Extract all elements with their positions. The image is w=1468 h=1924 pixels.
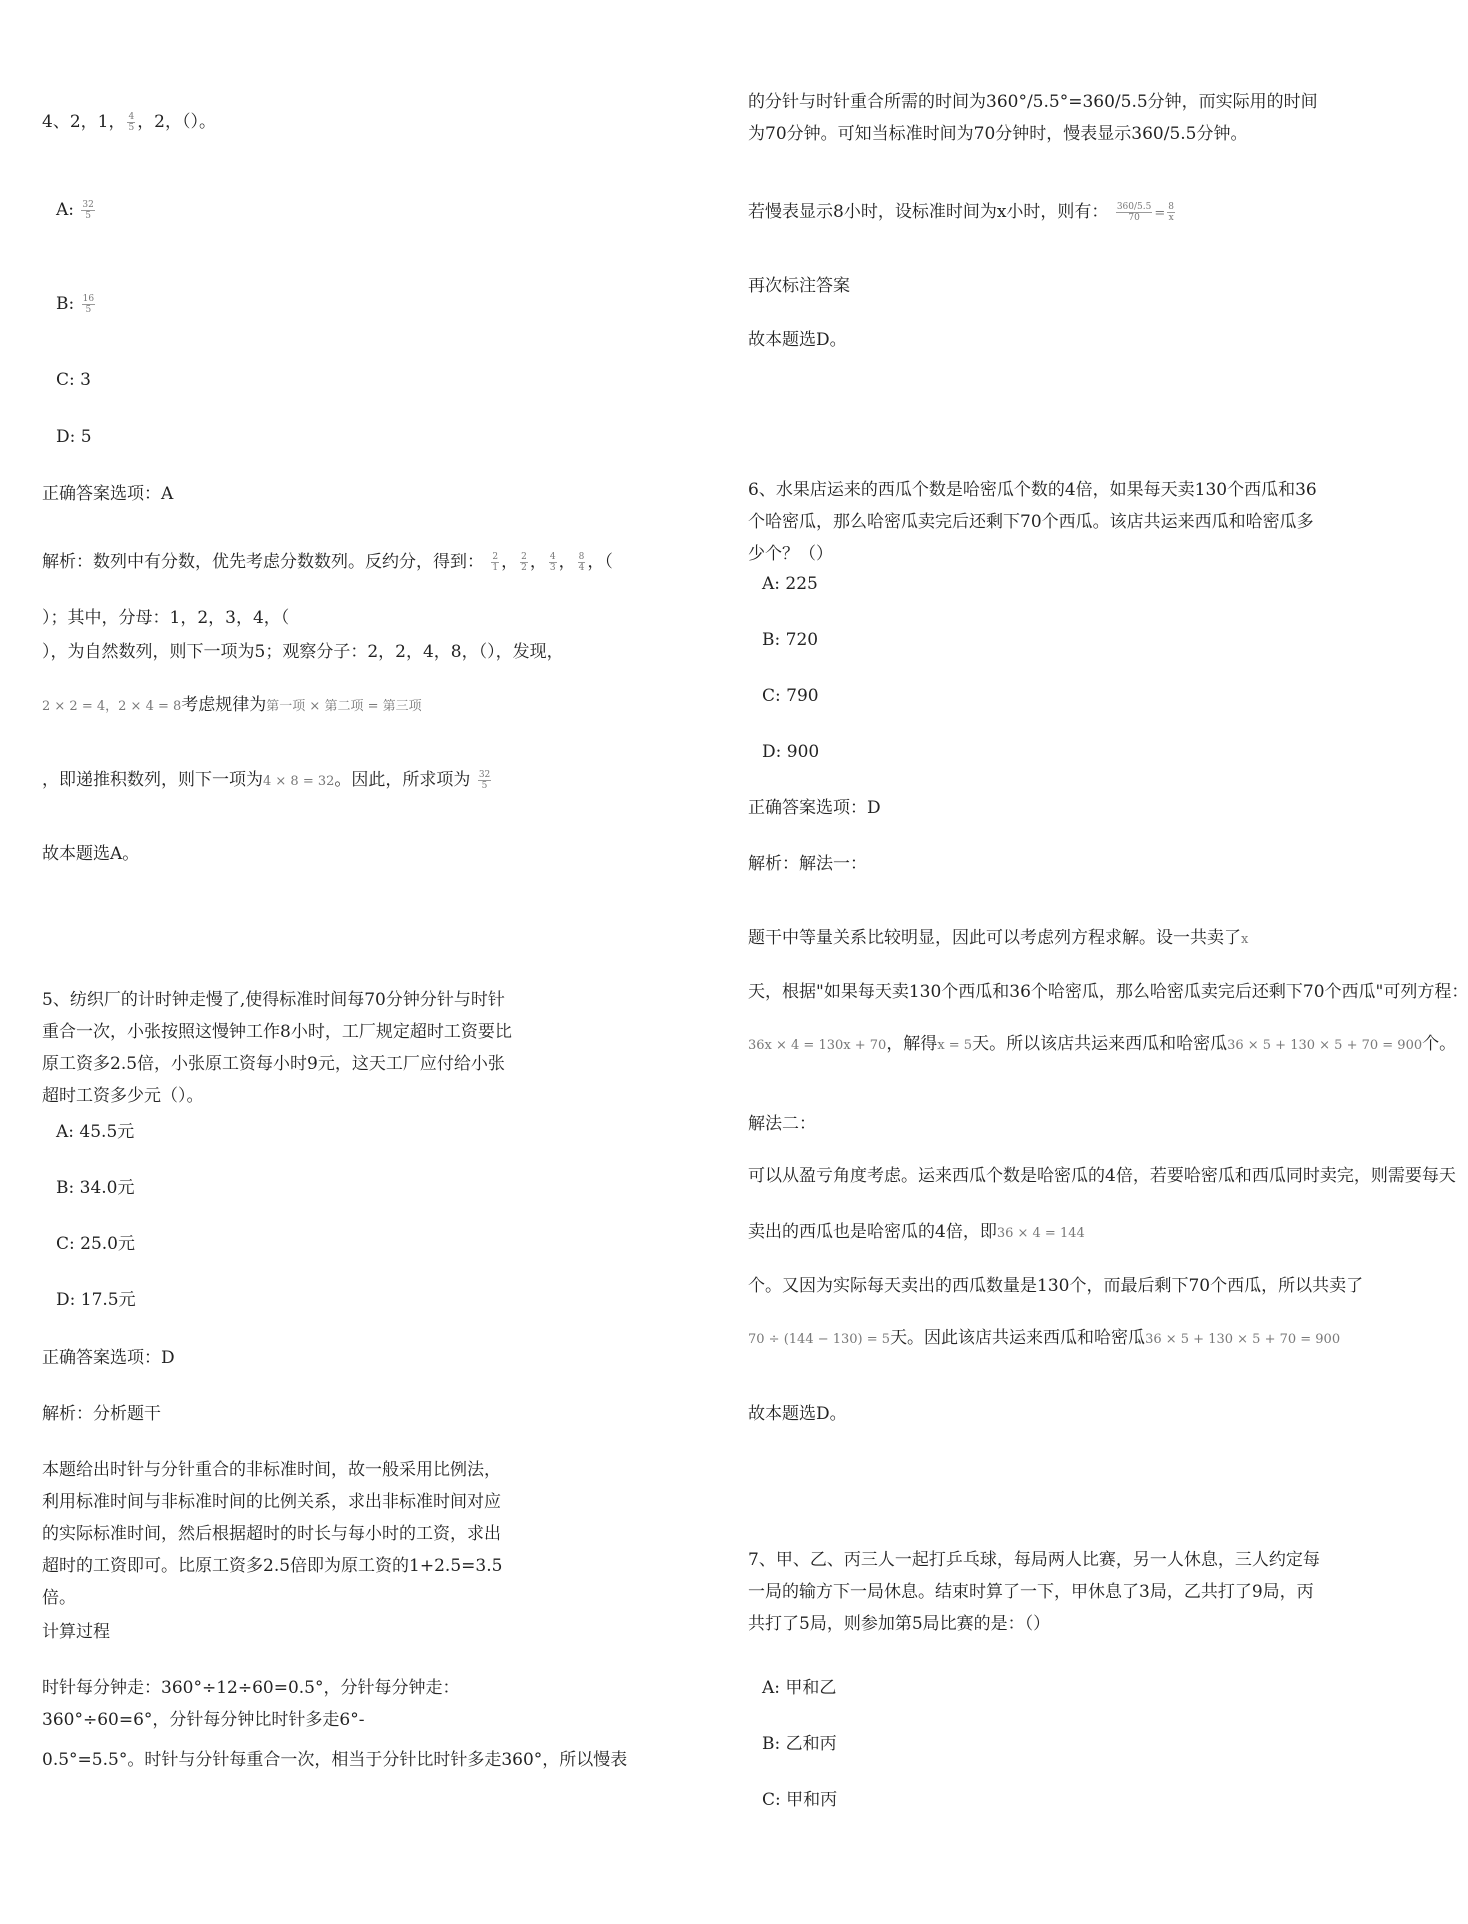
q4-answer: 正确答案选项：A: [42, 484, 174, 504]
q6-option-c[interactable]: C: 790: [762, 686, 819, 706]
q5-calc-line-1: 时针每分钟走：360°÷12÷60=0.5°，分针每分钟走：360°÷60=6°，分针每分钟比时针多走6°-: [42, 1678, 460, 1730]
q5-option-b[interactable]: B: 34.0元: [56, 1178, 135, 1198]
q5-analysis-head: 解析：分析题干: [42, 1404, 161, 1424]
q4-option-c[interactable]: C: 3: [56, 370, 91, 390]
q7-option-a[interactable]: A: 甲和乙: [762, 1678, 837, 1698]
q4-analysis-line-2: ）；其中，分母：1，2，3，4，（: [42, 608, 290, 628]
q5-analysis-body: 本题给出时针与分针重合的非标准时间，故一般采用比例法，利用标准时间与非标准时间的比例关系，求出非标准时间对应的实际标准时间，然后根据超时的时长与每小时的工资，求出超时的工资即可。比原工资多2.5倍即为原工资的1+2.5=3.5倍。: [42, 1460, 503, 1608]
q7-option-b[interactable]: B: 乙和丙: [762, 1734, 837, 1754]
q4-conclusion: 故本题选A。: [42, 844, 140, 864]
q5-continued-text: 的分针与时针重合所需的时间为360°/5.5°=360/5.5分钟，而实际用的时间为70分钟。可知当标准时间为70分钟时，慢表显示360/5.5分钟。: [748, 92, 1318, 144]
q5-option-c[interactable]: C: 25.0元: [56, 1234, 135, 1254]
q6-answer: 正确答案选项：D: [748, 798, 881, 818]
q5-option-d[interactable]: D: 17.5元: [56, 1290, 136, 1310]
q5-answer: 正确答案选项：D: [42, 1348, 175, 1368]
q6-method1-line-2: 天，根据"如果每天卖130个西瓜和36个哈密瓜，那么哈密瓜卖完后还剩下70个西瓜"可列方程：: [748, 982, 1468, 1002]
q4-option-a[interactable]: A: $\frac{32}{5}$: [56, 200, 94, 221]
q6-analysis-head: 解析：解法一：: [748, 854, 867, 874]
q4-analysis-line-3: ），为自然数列，则下一项为5；观察分子：2，2，4，8，（），发现，: [42, 642, 564, 662]
q5-option-a[interactable]: A: 45.5元: [56, 1122, 135, 1142]
q5-calc-head: 计算过程: [42, 1622, 110, 1642]
q6-method2-line-2: 卖出的西瓜也是哈密瓜的4倍，即36 × 4 = 144: [748, 1222, 1085, 1242]
q7-option-c[interactable]: C: 甲和丙: [762, 1790, 838, 1810]
q6-method2-head: 解法二：: [748, 1114, 816, 1134]
q4-option-b[interactable]: B: $\frac{16}{5}$: [56, 294, 95, 315]
q5-question: 5、纺织厂的计时钟走慢了,使得标准时间每70分钟分针与时针重合一次，小张按照这慢钟工作8小时，工厂规定超时工资要比原工资多2.5倍，小张原工资每小时9元，这天工厂应付给小张超时工资多少元（）。: [42, 990, 512, 1106]
q6-method1-line-1: 题干中等量关系比较明显，因此可以考虑列方程求解。设一共卖了x: [748, 928, 1249, 948]
q6-option-b[interactable]: B: 720: [762, 630, 819, 650]
q4-question-fraction: $\frac{4}{5}$: [128, 112, 135, 133]
q5-calc-line-2: 0.5°=5.5°。时针与分针每重合一次，相当于分针比时针多走360°，所以慢表: [42, 1750, 628, 1770]
q5-conclusion: 故本题选D。: [748, 330, 847, 350]
q4-option-a-fraction: $\frac{32}{5}$: [82, 200, 94, 221]
q6-option-d[interactable]: D: 900: [762, 742, 820, 762]
q4-analysis-line-5: ，即递推积数列，则下一项为4 × 8 = 32。因此，所求项为 $\frac{32}{5}$: [42, 770, 491, 791]
q7-question: 7、甲、乙、丙三人一起打乒乓球，每局两人比赛，另一人休息，三人约定每一局的输方下一局休息。结束时算了一下，甲休息了3局，乙共打了9局，丙共打了5局，则参加第5局比赛的是：（）: [748, 1550, 1320, 1634]
q6-conclusion: 故本题选D。: [748, 1404, 847, 1424]
q4-option-b-fraction: $\frac{16}{5}$: [82, 294, 95, 315]
q6-method2-line-3: 个。又因为实际每天卖出的西瓜数量是130个，而最后剩下70个西瓜，所以共卖了: [748, 1276, 1364, 1296]
q4-analysis-line-4: 2 × 2 = 4，2 × 4 = 8考虑规律为第一项 × 第二项 = 第三项: [42, 695, 422, 715]
q6-option-a[interactable]: A: 225: [762, 574, 818, 594]
q5-continued-equation: 若慢表显示8小时，设标准时间为x小时，则有： $\frac{360/5.5}{70}$ = $\frac{8}{x}$: [748, 202, 1174, 223]
q4-analysis-line-1: 解析：数列中有分数，优先考虑分数数列。反约分，得到： $\frac{2}{1}$ ， $\frac{2}{2}$ ， $\frac{4}{3}$ ， $\frac{8}{4}$ ，（: [42, 552, 613, 573]
q6-method2-line-1: 可以从盈亏角度考虑。运来西瓜个数是哈密瓜的4倍，若要哈密瓜和西瓜同时卖完，则需要每天: [748, 1166, 1456, 1186]
q4-question: 4、2，1， $\frac{4}{5}$ ，2，（）。: [42, 112, 217, 133]
q4-option-d[interactable]: D: 5: [56, 427, 92, 447]
q5-continued-note: 再次标注答案: [748, 276, 850, 296]
q6-question: 6、水果店运来的西瓜个数是哈密瓜个数的4倍，如果每天卖130个西瓜和36个哈密瓜，那么哈密瓜卖完后还剩下70个西瓜。该店共运来西瓜和哈密瓜多少个？（）: [748, 480, 1317, 564]
q6-method1-line-3: 36x × 4 = 130x + 70，解得x = 5天。所以该店共运来西瓜和哈密瓜36 × 5 + 130 × 5 + 70 = 900个。: [748, 1034, 1457, 1054]
q6-method2-line-4: 70 ÷ (144 − 130) = 5天。因此该店共运来西瓜和哈密瓜36 × 5 + 130 × 5 + 70 = 900: [748, 1328, 1341, 1348]
